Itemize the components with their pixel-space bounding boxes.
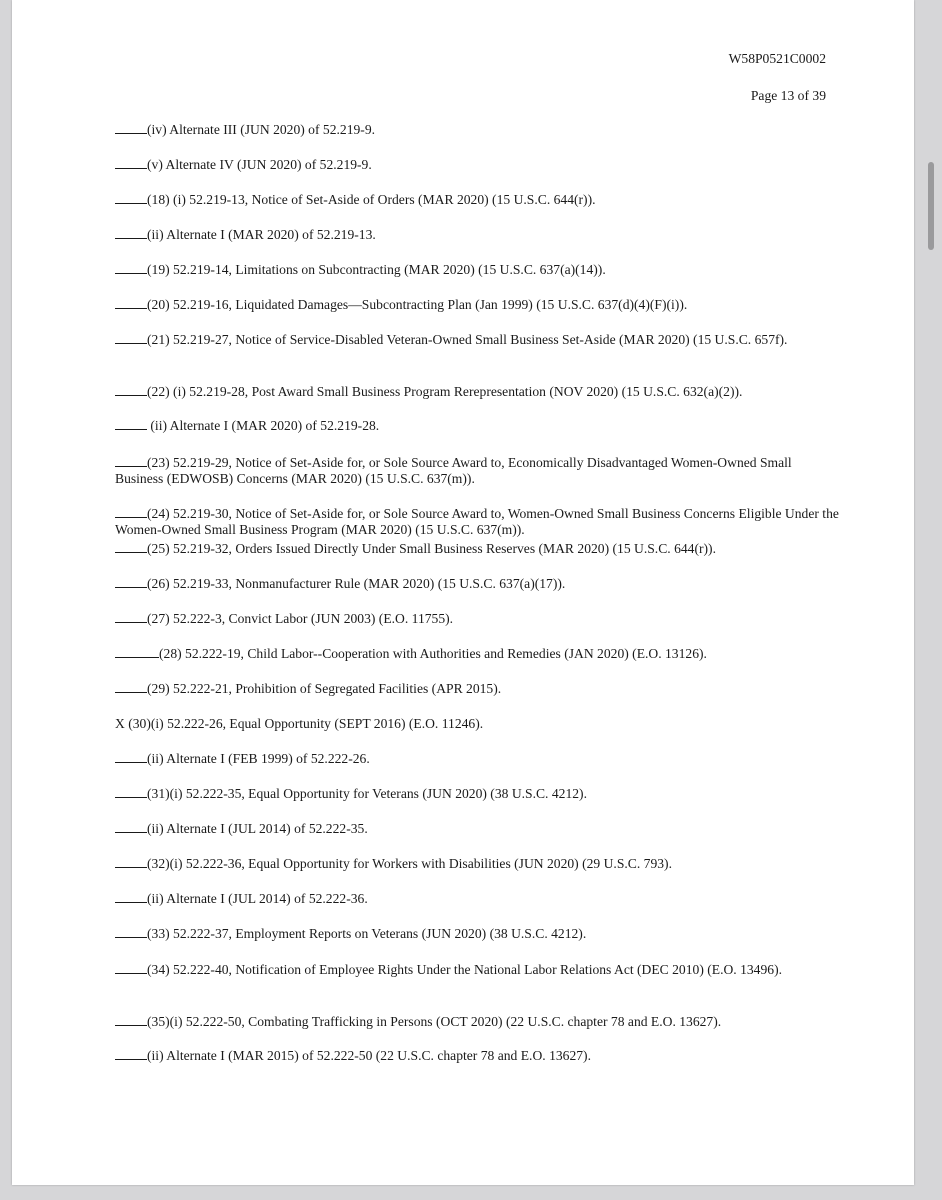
clause-text: (v) Alternate IV (JUN 2020) of 52.219-9. (147, 157, 372, 172)
clause-line (115, 962, 840, 978)
clause-text: (ii) Alternate I (JUL 2014) of 52.222-36. (147, 891, 368, 906)
clause-line (115, 1014, 840, 1030)
checkbox-blank (115, 611, 147, 623)
checkbox-blank (115, 227, 147, 239)
vertical-scrollbar[interactable] (928, 162, 934, 250)
checkbox-blank (115, 926, 147, 938)
clause-text: (ii) Alternate I (MAR 2020) of 52.219-13. (147, 227, 376, 242)
clause-text: (27) 52.222-3, Convict Labor (JUN 2003) (E.O. 11755). (147, 611, 454, 626)
clause-text: (ii) Alternate I (MAR 2020) of 52.219-28. (147, 418, 380, 433)
clause-line (115, 192, 840, 208)
checkbox-blank (115, 786, 147, 798)
document-page (12, 0, 914, 1185)
clause-line (115, 1048, 840, 1064)
clause-line (115, 926, 840, 942)
clause-text: (25) 52.219-32, Orders Issued Directly Under Small Business Reserves (MAR 2020) (15 U.S.C. 644(r)). (147, 541, 716, 556)
clause-line (115, 541, 840, 557)
checkbox-blank (115, 418, 147, 430)
clause-text: (30)(i) 52.222-26, Equal Opportunity (SEPT 2016) (E.O. 11246). (128, 716, 484, 731)
clause-mark: X (115, 716, 125, 731)
clause-line (115, 418, 840, 434)
clause-text: (31)(i) 52.222-35, Equal Opportunity for Veterans (JUN 2020) (38 U.S.C. 4212). (147, 786, 587, 801)
clause-text: (33) 52.222-37, Employment Reports on Veterans (JUN 2020) (38 U.S.C. 4212). (147, 926, 587, 941)
clause-line (115, 716, 840, 732)
clause-line (115, 297, 840, 313)
checkbox-blank (115, 384, 147, 396)
checkbox-blank (115, 541, 147, 553)
clause-line (115, 506, 840, 538)
clause-text: (32)(i) 52.222-36, Equal Opportunity for Workers with Disabilities (JUN 2020) (29 U.S.C. 793). (147, 856, 672, 871)
clause-line (115, 455, 840, 487)
clause-text: (23) 52.219-29, Notice of Set-Aside for, or Sole Source Award to, Economically Disadvantaged Women-Owned Small Business (EDWOSB) Concerns (MAR 2020) (15 U.S.C. 637(m)). (115, 455, 792, 486)
checkbox-blank (115, 455, 147, 467)
checkbox-blank (115, 681, 147, 693)
checkbox-blank (115, 192, 147, 204)
clause-text: (22) (i) 52.219-28, Post Award Small Business Program Rerepresentation (NOV 2020) (15 U.S.C. 632(a)(2)). (147, 384, 743, 399)
clause-text: (20) 52.219-16, Liquidated Damages—Subcontracting Plan (Jan 1999) (15 U.S.C. 637(d)(4)(F)(i)). (147, 297, 688, 312)
checkbox-blank (115, 297, 147, 309)
clause-text: (35)(i) 52.222-50, Combating Trafficking in Persons (OCT 2020) (22 U.S.C. chapter 78 and E.O. 13627). (147, 1014, 722, 1029)
clause-line (115, 576, 840, 592)
clause-line (115, 227, 840, 243)
clause-line (115, 122, 840, 138)
checkbox-blank (115, 646, 159, 658)
clause-text: (19) 52.219-14, Limitations on Subcontracting (MAR 2020) (15 U.S.C. 637(a)(14)). (147, 262, 606, 277)
checkbox-blank (115, 576, 147, 588)
checkbox-blank (115, 332, 147, 344)
checkbox-blank (115, 506, 147, 518)
checkbox-blank (115, 856, 147, 868)
clause-line (115, 332, 840, 348)
clause-text: (iv) Alternate III (JUN 2020) of 52.219-9. (147, 122, 376, 137)
clause-line (115, 681, 840, 697)
checkbox-blank (115, 1048, 147, 1060)
checkbox-blank (115, 891, 147, 903)
clause-line (115, 646, 840, 662)
checkbox-blank (115, 751, 147, 763)
clause-text: (21) 52.219-27, Notice of Service-Disabled Veteran-Owned Small Business Set-Aside (MAR 2020) (15 U.S.C. 657f). (147, 332, 788, 347)
clause-text: (ii) Alternate I (JUL 2014) of 52.222-35. (147, 821, 368, 836)
checkbox-blank (115, 262, 147, 274)
clause-text: (26) 52.219-33, Nonmanufacturer Rule (MAR 2020) (15 U.S.C. 637(a)(17)). (147, 576, 566, 591)
checkbox-blank (115, 962, 147, 974)
clause-line (115, 751, 840, 767)
clause-text: (24) 52.219-30, Notice of Set-Aside for, or Sole Source Award to, Women-Owned Small Business Concerns Eligible Under the Women-Owned Small Business Program (MAR 2020) (15 U.S.C. 637(m)). (115, 506, 839, 537)
checkbox-blank (115, 122, 147, 134)
page-number: Page 13 of 39 (750, 88, 826, 103)
clause-text: (ii) Alternate I (FEB 1999) of 52.222-26. (147, 751, 370, 766)
clause-text: (28) 52.222-19, Child Labor--Cooperation with Authorities and Remedies (JAN 2020) (E.O. 13126). (159, 646, 707, 661)
clause-line (115, 611, 840, 627)
clause-text: (34) 52.222-40, Notification of Employee Rights Under the National Labor Relations Act (DEC 2010) (E.O. 13496). (147, 962, 783, 977)
clause-line (115, 262, 840, 278)
checkbox-blank (115, 157, 147, 169)
clause-text: (18) (i) 52.219-13, Notice of Set-Aside of Orders (MAR 2020) (15 U.S.C. 644(r)). (147, 192, 596, 207)
clause-line (115, 384, 840, 400)
clause-text: (29) 52.222-21, Prohibition of Segregated Facilities (APR 2015). (147, 681, 502, 696)
contract-number: W58P0521C0002 (728, 51, 826, 66)
clause-line (115, 786, 840, 802)
clause-text: (ii) Alternate I (MAR 2015) of 52.222-50 (22 U.S.C. chapter 78 and E.O. 13627). (147, 1048, 591, 1063)
clause-line (115, 821, 840, 837)
checkbox-blank (115, 1014, 147, 1026)
checkbox-blank (115, 821, 147, 833)
clause-line (115, 856, 840, 872)
clause-line (115, 157, 840, 173)
clause-line (115, 891, 840, 907)
